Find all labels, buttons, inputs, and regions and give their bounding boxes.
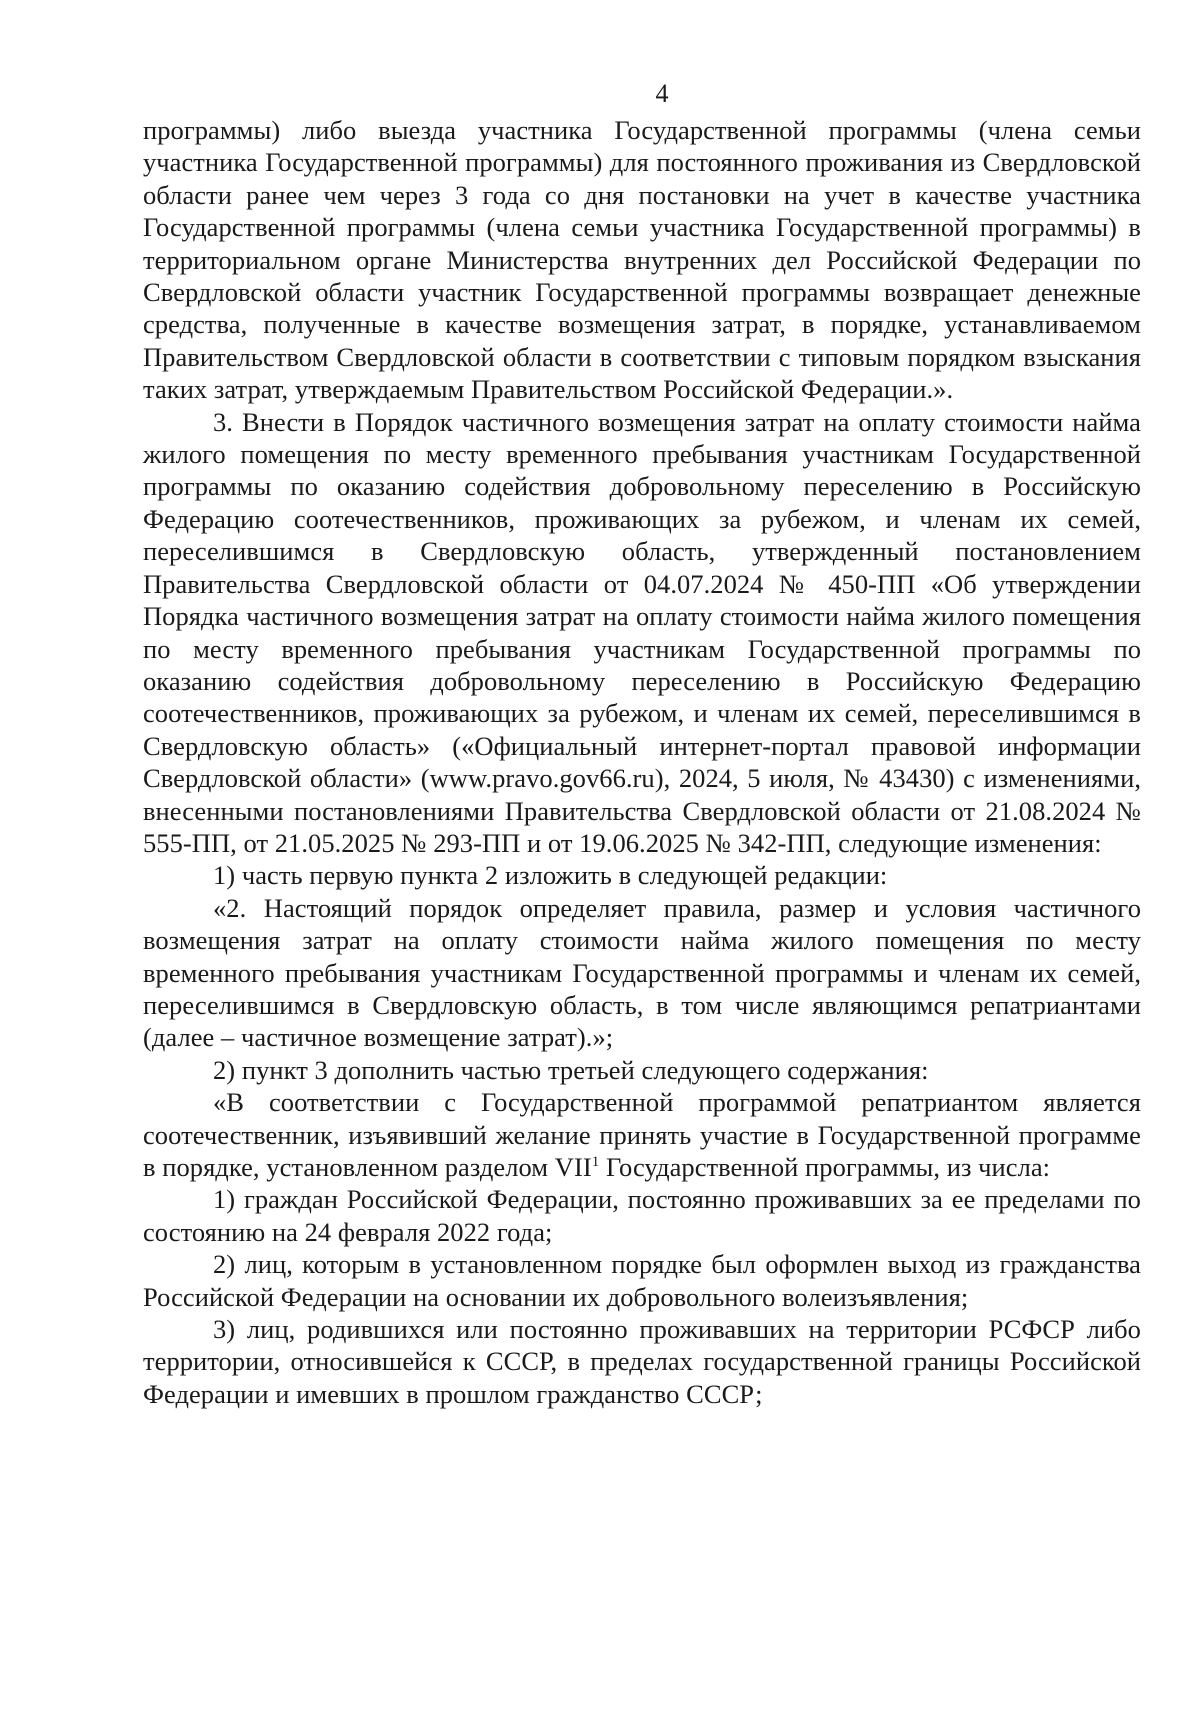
paragraph-continuation: программы) либо выезда участника Государственной программы (члена семьи участника Государственной программы) для постоянного проживания из Свердловской области ранее чем через 3 года со дня постановки на учет в качестве участника Государственной программы (члена семьи участника Государственной программы) в территориальном органе Министерства внутренних дел Российской Федерации по Свердловской области участник Государственной программы возвращает денежные средства, полученные в качестве возмещения затрат, в порядке, устанавливаемом Правительством Свердловской области в соответствии с типовым порядком взыскания таких затрат, утверждаемым Правительством Российской Федерации.». (143, 115, 1141, 405)
page-number: 4 (655, 79, 669, 108)
paragraph-repatriant-definition (143, 1086, 1141, 1183)
paragraph-item-3: 3. Внести в Порядок частичного возмещения затрат на оплату стоимости найма жилого помещения по месту временного пребывания участникам Государственной программы по оказанию содействия добровольному переселению в Российскую Федерацию соотечественников, проживающих за рубежом, и членам их семей, переселившимся в Свердловскую область, утвержденный постановлением Правительства Свердловской области от 04.07.2024 № 450-ПП «Об утверждении Порядка частичного возмещения затрат на оплату стоимости найма жилого помещения по месту временного пребывания участникам Государственной программы по оказанию содействия добровольному переселению в Российскую Федерацию соотечественников, проживающих за рубежом, и членам их семей, переселившимся в Свердловскую область» («Официальный интернет-портал правовой информации Свердловской области» (www.pravo.gov66.ru), 2024, 5 июля, № 43430) с изменениями, внесенными постановлениями Правительства Свердловской области от 21.08.2024 № 555-ПП, от 21.05.2025 № 293-ПП и от 19.06.2025 № 342-ПП, следующие изменения: (143, 406, 1141, 858)
repatriant-definition-text: «В соответствии с Государственной программой репатриантом является соотечественник, изъявивший желание принять участие в Государственной программе в порядке, установленном разделом VII (143, 1087, 1141, 1182)
paragraph-subitem-2: 2) пункт 3 дополнить частью третьей следующего содержания: (213, 1054, 929, 1085)
list-item-1: 1) граждан Российской Федерации, постоянно проживавших за ее пределами по состоянию на 24 февраля 2022 года; (143, 1184, 1141, 1247)
list-item-2: 2) лиц, которым в установленном порядке был оформлен выход из гражданства Российской Федерации на основании их добровольного волеизъявления; (143, 1249, 1141, 1312)
paragraph-subitem-1: 1) часть первую пункта 2 изложить в следующей редакции: (213, 860, 888, 891)
section-superscript: 1 (591, 1154, 600, 1171)
list-item-3: 3) лиц, родившихся или постоянно проживавших на территории РСФСР либо территории, относившейся к СССР, в пределах государственной границы Российской Федерации и имевших в прошлом гражданство СССР; (143, 1314, 1141, 1409)
document-page (143, 78, 1141, 1410)
repatriant-definition-tail: Государственной программы, из числа: (599, 1152, 1051, 1182)
paragraph-quoted-point-2: «2. Настоящий порядок определяет правила, размер и условия частичного возмещения затрат на оплату стоимости найма жилого помещения по месту временного пребывания участникам Государственной программы и членам их семей, переселившимся в Свердловскую область, в том числе являющимся репатриантами (далее – частичное возмещение затрат).»; (143, 892, 1141, 1053)
